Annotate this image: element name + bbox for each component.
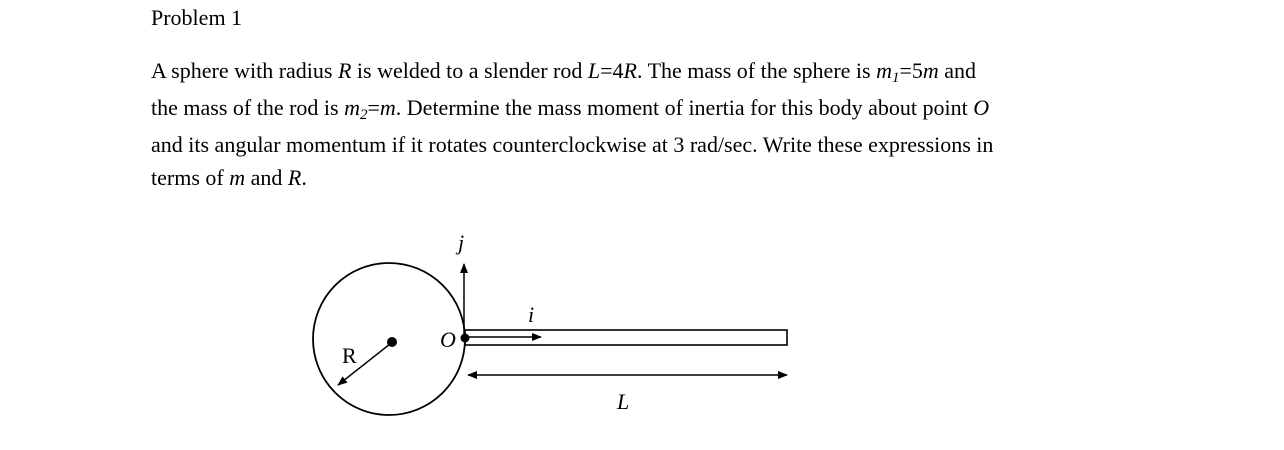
text-run: = bbox=[367, 95, 380, 120]
text-run: the mass of the rod is bbox=[151, 95, 345, 120]
i-axis-label: i bbox=[528, 302, 535, 327]
length-label: L bbox=[617, 389, 630, 414]
text-run: A sphere with radius bbox=[151, 58, 338, 83]
text-run: and its angular momentum if it rotates counterclockwise at 3 rad/sec. Write these expressions in bbox=[151, 132, 994, 157]
math-variable: L bbox=[587, 58, 601, 83]
math-variable: O bbox=[973, 95, 990, 120]
point-o-dot bbox=[461, 334, 470, 343]
point-o-label: O bbox=[440, 327, 456, 352]
text-run: and bbox=[938, 58, 977, 83]
text-run: . bbox=[301, 165, 307, 190]
math-variable: m bbox=[876, 58, 892, 83]
radius-label: R bbox=[342, 343, 357, 368]
subscript: 1 bbox=[891, 70, 900, 86]
text-run: =5 bbox=[899, 58, 923, 83]
math-variable: R bbox=[287, 165, 302, 190]
text-run: . Determine the mass moment of inertia for this body about point bbox=[395, 95, 974, 120]
math-variable: m bbox=[379, 95, 396, 120]
subscript: 2 bbox=[359, 107, 368, 123]
text-run: and bbox=[245, 165, 288, 190]
math-variable: m bbox=[922, 58, 939, 83]
text-run: is welded to a slender rod bbox=[351, 58, 588, 83]
problem-heading: Problem 1 bbox=[151, 5, 243, 30]
text-run: =4 bbox=[600, 58, 624, 83]
math-variable: m bbox=[344, 95, 360, 120]
j-axis-label: j bbox=[458, 230, 465, 255]
math-variable: R bbox=[623, 58, 637, 83]
text-run: . The mass of the sphere is bbox=[636, 58, 877, 83]
math-variable: m bbox=[229, 165, 246, 190]
text-run: terms of bbox=[151, 165, 230, 190]
math-variable: R bbox=[337, 58, 352, 83]
